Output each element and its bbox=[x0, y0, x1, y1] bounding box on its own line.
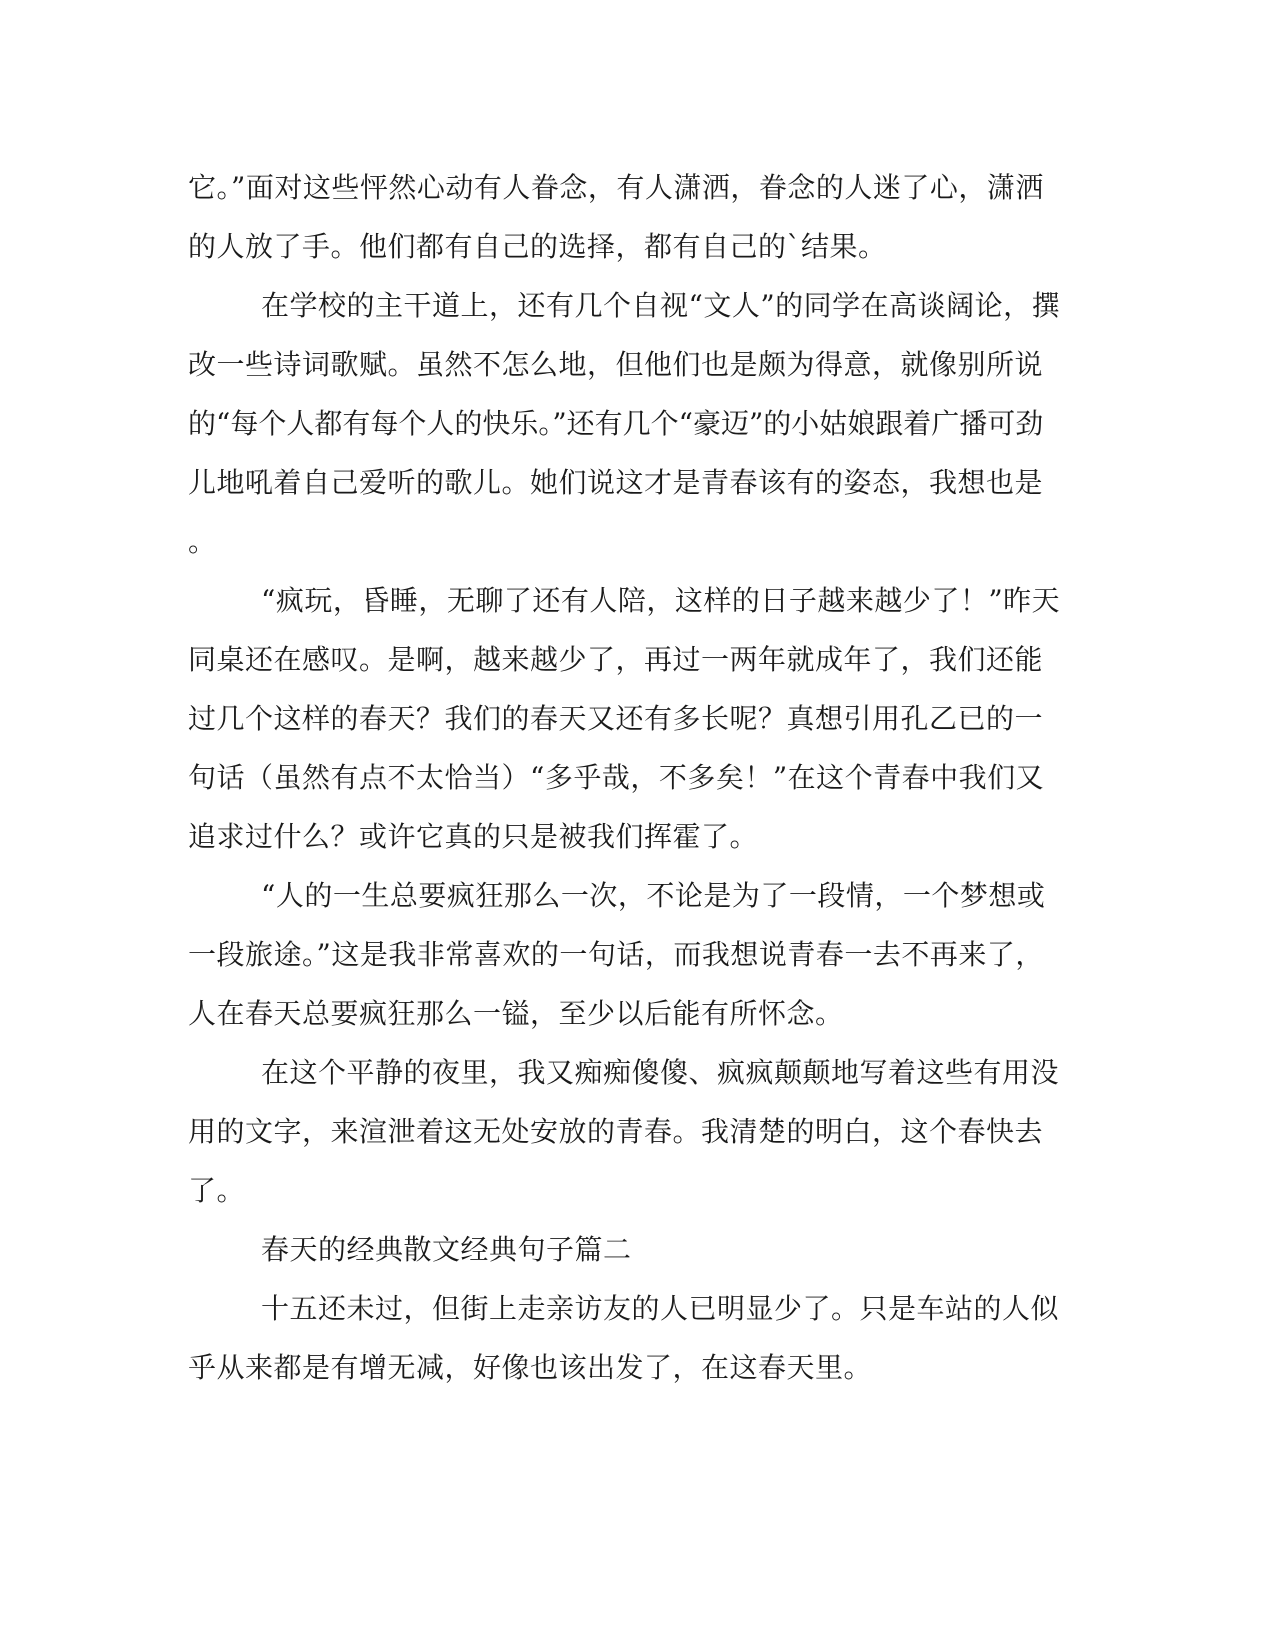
text-line: 的人放了手。他们都有自己的选择，都有自己的`结果。 bbox=[188, 230, 887, 263]
text-line: 了。 bbox=[188, 1174, 246, 1207]
paragraph-start-line: “人的一生总要疯狂那么一次，不论是为了一段情，一个梦想或 bbox=[261, 879, 1046, 912]
body-text bbox=[188, 158, 1068, 1397]
text-line: 它。”面对这些怦然心动有人眷念，有人潇洒，眷念的人迷了心，潇洒 bbox=[188, 171, 1044, 204]
text-line: 的“每个人都有每个人的快乐。”还有几个“豪迈”的小姑娘跟着广播可劲 bbox=[188, 407, 1044, 440]
text-line: 用的文字，来渲泄着这无处安放的青春。我清楚的明白，这个春快去 bbox=[188, 1115, 1044, 1148]
text-line: 。 bbox=[188, 525, 217, 558]
text-line: 儿地吼着自己爱听的歌儿。她们说这才是青春该有的姿态，我想也是 bbox=[188, 466, 1044, 499]
text-line: 过几个这样的春天？我们的春天又还有多长呢？真想引用孔乙已的一 bbox=[188, 702, 1044, 735]
text-line: 同桌还在感叹。是啊，越来越少了，再过一两年就成年了，我们还能 bbox=[188, 643, 1044, 676]
paragraph-start-line: 在这个平静的夜里，我又痴痴傻傻、疯疯颠颠地写着这些有用没 bbox=[261, 1056, 1060, 1089]
text-line: 一段旅途。”这是我非常喜欢的一句话，而我想说青春一去不再来了， bbox=[188, 938, 1044, 971]
text-line: 句话（虽然有点不太恰当）“多乎哉，不多矣！”在这个青春中我们又 bbox=[188, 761, 1045, 794]
text-line: 改一些诗词歌赋。虽然不怎么地，但他们也是颇为得意，就像别所说 bbox=[188, 348, 1044, 381]
paragraph-start-line: “疯玩，昏睡，无聊了还有人陪，这样的日子越来越少了！”昨天 bbox=[261, 584, 1061, 617]
paragraph-start-line: 在学校的主干道上，还有几个自视“文人”的同学在高谈阔论，撰 bbox=[261, 289, 1061, 322]
paragraph-start-line: 十五还未过，但街上走亲访友的人已明显少了。只是车站的人似 bbox=[261, 1292, 1060, 1325]
text-line: 人在春天总要疯狂那么一镒，至少以后能有所怀念。 bbox=[188, 997, 844, 1030]
section-heading: 春天的经典散文经典句子篇二 bbox=[261, 1233, 632, 1266]
text-line: 乎从来都是有增无减，好像也该出发了，在这春天里。 bbox=[188, 1351, 873, 1384]
text-line: 追求过什么？或许它真的只是被我们挥霍了。 bbox=[188, 820, 759, 853]
